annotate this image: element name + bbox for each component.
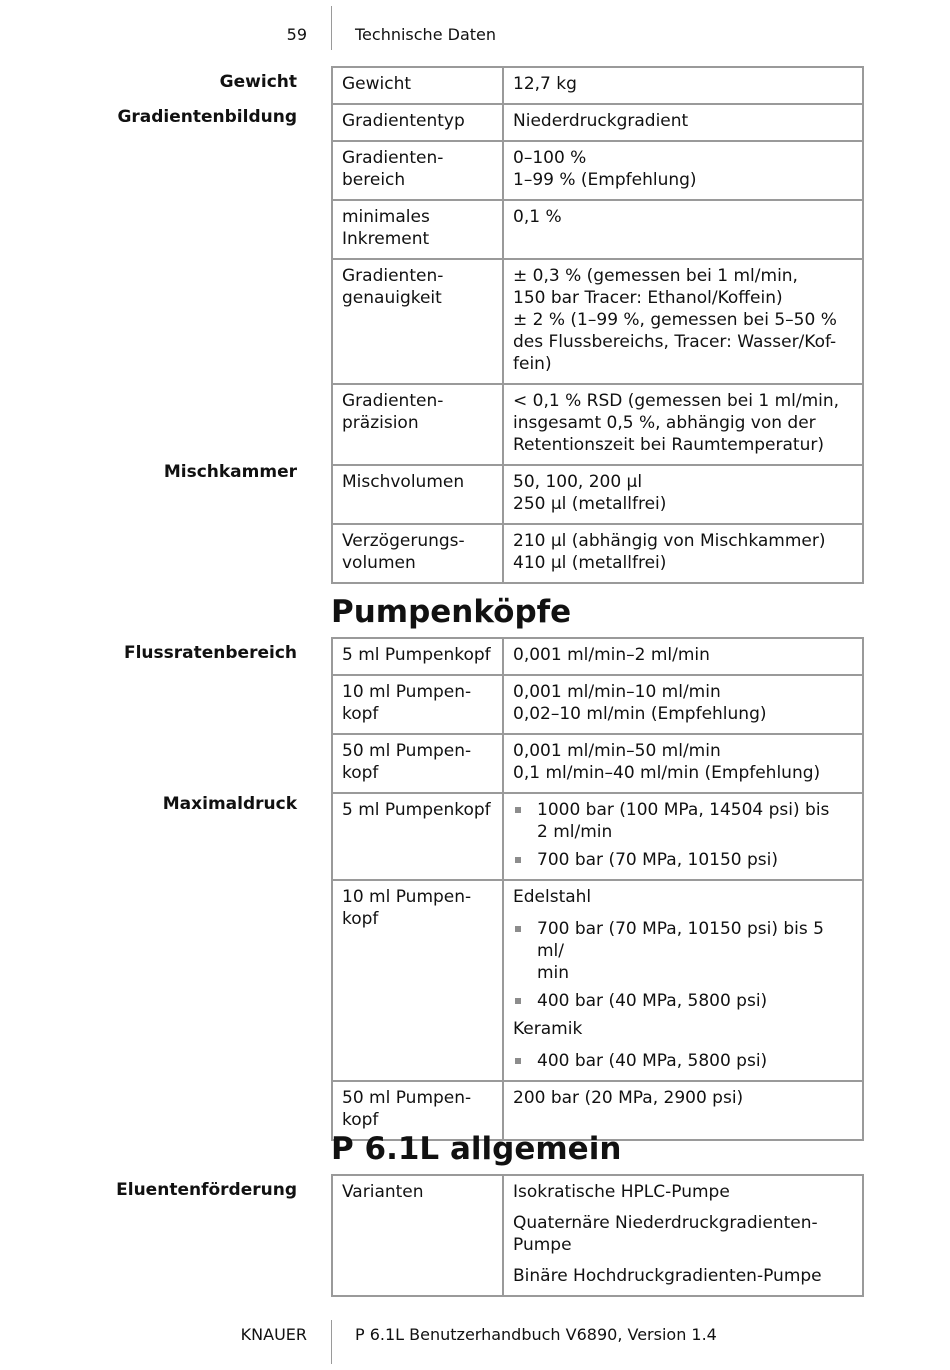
- footer-divider: [331, 1320, 332, 1364]
- footer-brand: KNAUER: [240, 1325, 307, 1344]
- cell-text-line: 0,001 ml/min–10 ml/min: [513, 682, 721, 702]
- value-cell: [503, 200, 863, 259]
- bullet-item: [513, 1050, 854, 1072]
- value-cell: [503, 67, 863, 104]
- label-gewicht: Gewicht: [219, 72, 297, 92]
- cell-text-line: Gradienten-: [342, 266, 444, 286]
- cell-text-line: 0,1 ml/min–40 ml/min (Empfehlung): [513, 763, 821, 783]
- cell-text-line: kopf: [342, 763, 379, 783]
- table-row: [332, 67, 863, 104]
- cell-text-line: ± 2 % (1–99 %, gemessen bei 5–50 %: [513, 310, 837, 330]
- param-cell: [332, 384, 503, 465]
- cell-text-line: 250 µl (metallfrei): [513, 494, 667, 514]
- bullet-text-line: 2 ml/min: [537, 822, 613, 842]
- table-row: [332, 793, 863, 880]
- table-row: [332, 638, 863, 675]
- param-cell: [332, 200, 503, 259]
- cell-text-line: 50 ml Pumpen-: [342, 1088, 472, 1108]
- cell-text-line: 150 bar Tracer: Ethanol/Koffein): [513, 288, 783, 308]
- material-group: [513, 886, 854, 1012]
- header-divider: [331, 6, 332, 50]
- footer-doc-title: P 6.1L Benutzerhandbuch V6890, Version 1.4: [355, 1325, 717, 1344]
- value-cell: [503, 734, 863, 793]
- variant-item: [513, 1265, 854, 1287]
- cell-text-line: 5 ml Pumpenkopf: [342, 645, 491, 665]
- param-cell: [332, 465, 503, 524]
- specs-table-pump-heads: [331, 637, 864, 1141]
- bullet-list: [513, 918, 854, 1012]
- param-cell: [332, 67, 503, 104]
- table-row: [332, 141, 863, 200]
- material-label: Edelstahl: [513, 887, 592, 907]
- param-cell: [332, 524, 503, 583]
- variant-text-line: Binäre Hochdruckgradienten-Pumpe: [513, 1266, 822, 1286]
- param-cell: [332, 1175, 503, 1296]
- cell-text-line: 1–99 % (Empfehlung): [513, 170, 697, 190]
- bullet-item: [513, 849, 854, 871]
- cell-text-line: Inkrement: [342, 229, 430, 249]
- table-row: [332, 104, 863, 141]
- cell-text-line: < 0,1 % RSD (gemessen bei 1 ml/min,: [513, 391, 840, 411]
- cell-text-line: des Flussbereichs, Tracer: Wasser/Kof-: [513, 332, 837, 352]
- cell-text-line: minimales: [342, 207, 430, 227]
- cell-text-line: 0,001 ml/min–2 ml/min: [513, 645, 710, 665]
- value-cell: [503, 104, 863, 141]
- table-row: [332, 200, 863, 259]
- label-gradientenbildung: Gradientenbildung: [117, 107, 297, 127]
- cell-text-line: genauigkeit: [342, 288, 442, 308]
- variant-text-line: Isokratische HPLC-Pumpe: [513, 1182, 730, 1202]
- bullet-item: [513, 990, 854, 1012]
- cell-text-line: kopf: [342, 909, 379, 929]
- table-row: [332, 880, 863, 1081]
- value-cell: [503, 465, 863, 524]
- cell-text-line: 10 ml Pumpen-: [342, 887, 472, 907]
- variant-item: [513, 1212, 854, 1256]
- cell-text-line: insgesamt 0,5 %, abhängig von der: [513, 413, 816, 433]
- variant-item: [513, 1181, 854, 1203]
- cell-text-line: 5 ml Pumpenkopf: [342, 800, 491, 820]
- value-cell: [503, 1175, 863, 1296]
- cell-text-line: 200 bar (20 MPa, 2900 psi): [513, 1088, 744, 1108]
- bullet-item: [513, 799, 854, 843]
- table-row: [332, 524, 863, 583]
- value-cell: [503, 384, 863, 465]
- cell-text-line: fein): [513, 354, 552, 374]
- bullet-item: [513, 918, 854, 984]
- value-cell: [503, 524, 863, 583]
- cell-text-line: 50 ml Pumpen-: [342, 741, 472, 761]
- cell-text-line: präzision: [342, 413, 419, 433]
- table-row: [332, 734, 863, 793]
- cell-text-line: 10 ml Pumpen-: [342, 682, 472, 702]
- cell-text-line: Gewicht: [342, 74, 412, 94]
- param-text: Varianten: [342, 1182, 424, 1202]
- cell-text-line: 410 µl (metallfrei): [513, 553, 667, 573]
- label-eluentenfoerderung: Eluentenförderung: [116, 1180, 297, 1200]
- specs-table-general: [331, 66, 864, 584]
- cell-text-line: 210 µl (abhängig von Mischkammer): [513, 531, 826, 551]
- param-cell: [332, 141, 503, 200]
- table-row: [332, 465, 863, 524]
- bullet-list: [513, 1050, 854, 1072]
- section-title-pumpenkoepfe: Pumpenköpfe: [331, 594, 572, 630]
- material-label: Keramik: [513, 1019, 583, 1039]
- cell-text-line: 0,02–10 ml/min (Empfehlung): [513, 704, 767, 724]
- specs-table-allgemein: [331, 1174, 864, 1297]
- cell-text-line: kopf: [342, 1110, 379, 1130]
- param-cell: [332, 104, 503, 141]
- param-cell: [332, 880, 503, 1081]
- param-cell: [332, 793, 503, 880]
- cell-text-line: volumen: [342, 553, 416, 573]
- value-cell: [503, 259, 863, 384]
- value-cell: [503, 141, 863, 200]
- param-cell: [332, 675, 503, 734]
- param-cell: [332, 259, 503, 384]
- value-cell: [503, 793, 863, 880]
- bullet-list: [513, 799, 854, 871]
- cell-text-line: 50, 100, 200 µl: [513, 472, 643, 492]
- table-row: [332, 1175, 863, 1296]
- variant-text-line: Pumpe: [513, 1235, 572, 1255]
- value-cell: [503, 675, 863, 734]
- chapter-title: Technische Daten: [355, 25, 497, 44]
- cell-text-line: Gradienten-: [342, 148, 444, 168]
- label-maximaldruck: Maximaldruck: [162, 794, 297, 814]
- cell-text-line: 12,7 kg: [513, 74, 577, 94]
- bullet-text-line: 700 bar (70 MPa, 10150 psi) bis 5 ml/: [537, 919, 824, 961]
- cell-text-line: ± 0,3 % (gemessen bei 1 ml/min,: [513, 266, 798, 286]
- bullet-text-line: 400 bar (40 MPa, 5800 psi): [537, 1051, 768, 1071]
- value-cell: [503, 880, 863, 1081]
- label-flussratenbereich: Flussratenbereich: [123, 643, 297, 663]
- label-mischkammer: Mischkammer: [163, 462, 297, 482]
- bullet-text-line: min: [537, 963, 570, 983]
- table-row: [332, 384, 863, 465]
- value-cell: [503, 638, 863, 675]
- cell-text-line: Retentionszeit bei Raumtemperatur): [513, 435, 824, 455]
- cell-text-line: Niederdruckgradient: [513, 111, 689, 131]
- table-row: [332, 675, 863, 734]
- section-title-allgemein: P 6.1L allgemein: [331, 1131, 622, 1167]
- table-row: [332, 259, 863, 384]
- cell-text-line: kopf: [342, 704, 379, 724]
- cell-text-line: Gradiententyp: [342, 111, 465, 131]
- bullet-text-line: 400 bar (40 MPa, 5800 psi): [537, 991, 768, 1011]
- material-group: [513, 1018, 854, 1072]
- cell-text-line: 0,1 %: [513, 207, 562, 227]
- cell-text-line: 0–100 %: [513, 148, 587, 168]
- bullet-text-line: 700 bar (70 MPa, 10150 psi): [537, 850, 778, 870]
- bullet-text-line: 1000 bar (100 MPa, 14504 psi) bis: [537, 800, 830, 820]
- cell-text-line: Verzögerungs-: [342, 531, 465, 551]
- cell-text-line: Mischvolumen: [342, 472, 465, 492]
- cell-text-line: 0,001 ml/min–50 ml/min: [513, 741, 721, 761]
- param-cell: [332, 638, 503, 675]
- param-cell: [332, 734, 503, 793]
- page-number: 59: [286, 25, 307, 44]
- variant-text-line: Quaternäre Niederdruckgradienten-: [513, 1213, 818, 1233]
- cell-text-line: Gradienten-: [342, 391, 444, 411]
- cell-text-line: bereich: [342, 170, 406, 190]
